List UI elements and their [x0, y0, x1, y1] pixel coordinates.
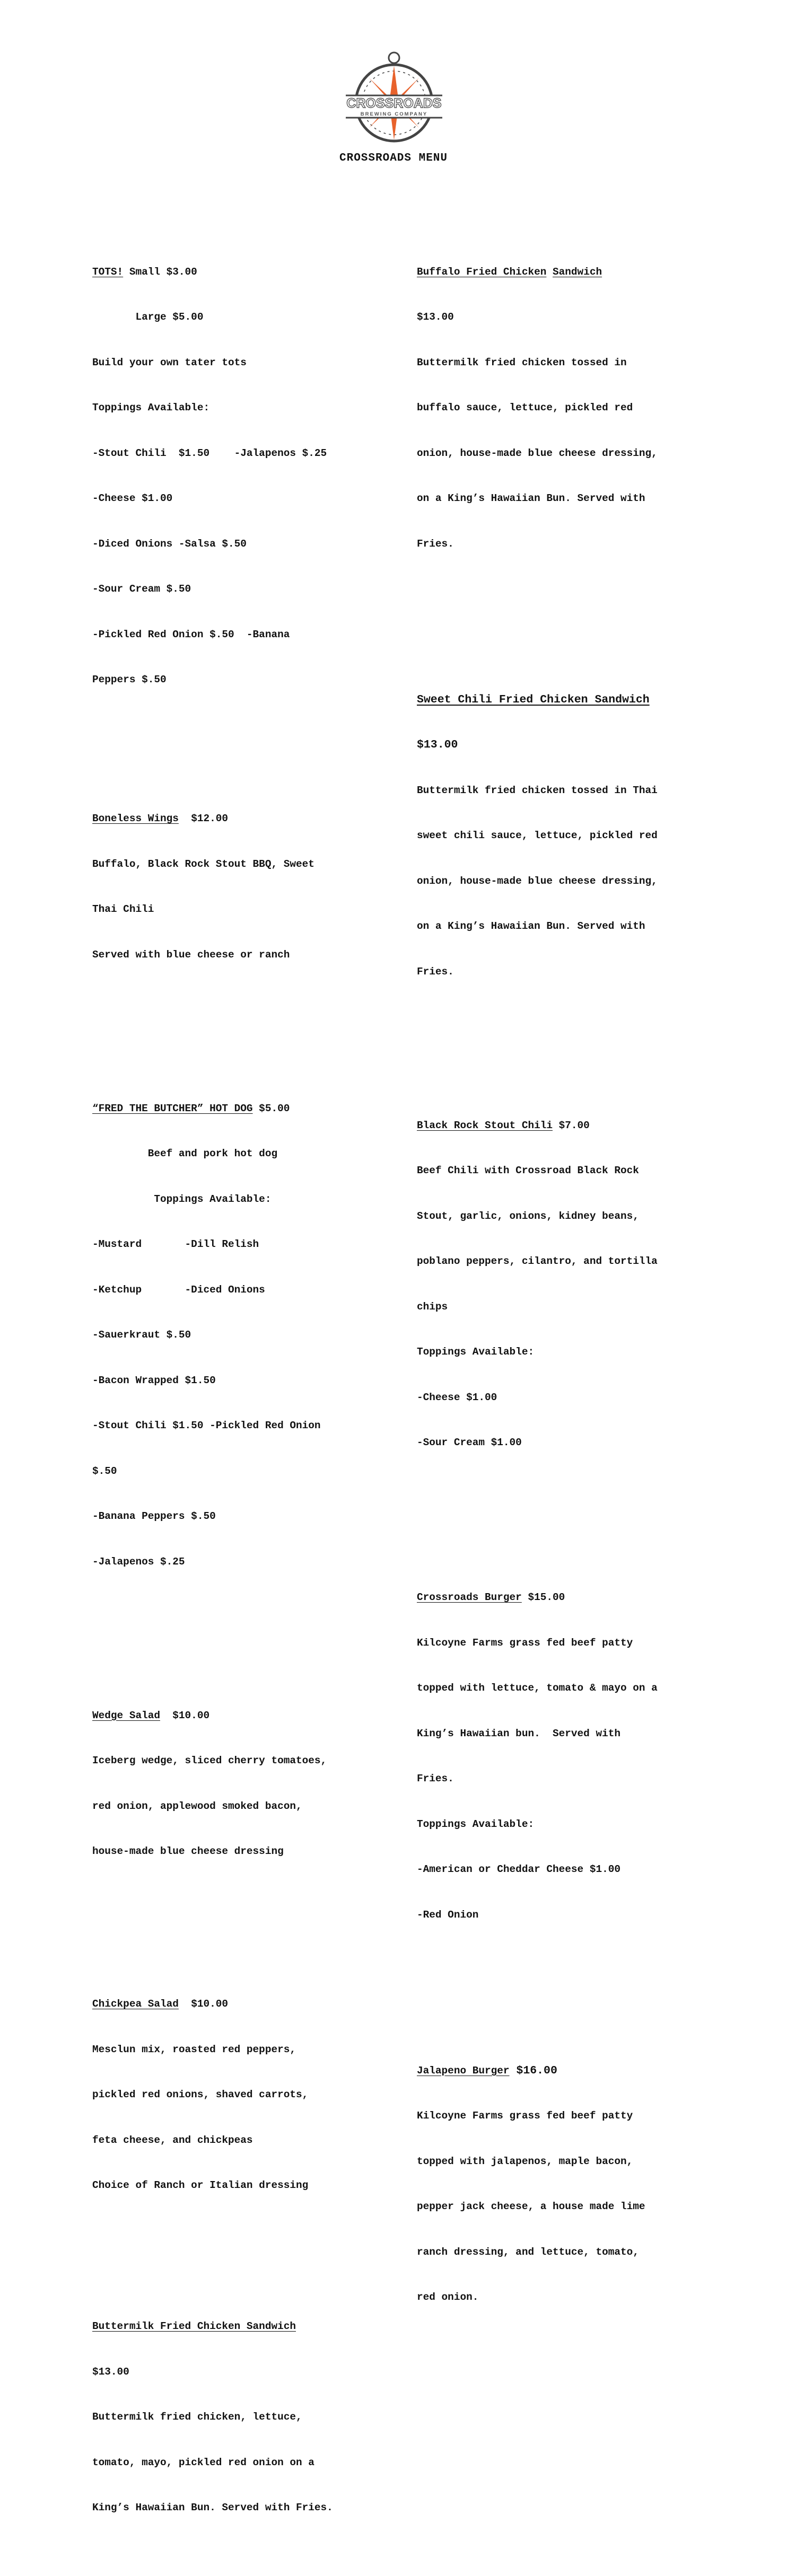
topping: -Jalapenos $.25	[92, 1555, 185, 1568]
item-name: Crossroads Burger	[417, 1592, 522, 1603]
topping: -Banana Peppers $.50	[92, 1510, 216, 1522]
item-desc: Choice of Ranch or Italian dressing	[92, 2179, 309, 2191]
item-name: Buttermilk Fried Chicken Sandwich	[92, 2320, 296, 2332]
menu-item-wedge-salad	[92, 1678, 389, 1889]
topping: -Mustard -Dill Relish	[92, 1238, 259, 1250]
topping: -Sauerkraut $.50	[92, 1329, 191, 1341]
item-name: Chickpea Salad	[92, 1998, 179, 2010]
item-price: $13.00	[92, 2366, 129, 2378]
item-desc: house-made blue cheese dressing	[92, 1845, 284, 1857]
item-desc: Mesclun mix, roasted red peppers,	[92, 2043, 296, 2055]
item-desc: pepper jack cheese, a house made lime	[417, 2201, 645, 2212]
item-desc: sweet chili sauce, lettuce, pickled red	[417, 830, 658, 841]
page-title: CROSSROADS MENU	[339, 152, 448, 164]
toppings-label: Toppings Available:	[417, 1346, 535, 1358]
menu-item-stout-chili	[417, 1088, 714, 1481]
item-desc: Stout, garlic, onions, kidney beans,	[417, 1210, 639, 1222]
item-desc: red onion.	[417, 2291, 479, 2303]
item-price: $10.00	[178, 1998, 229, 2010]
topping: -Sour Cream $.50	[92, 583, 191, 595]
topping: -Stout Chili $1.50 -Pickled Red Onion	[92, 1420, 321, 1431]
item-desc: Beef Chili with Crossroad Black Rock	[417, 1165, 639, 1176]
item-name: Boneless Wings	[92, 813, 179, 824]
left-column	[92, 189, 389, 2576]
item-desc: Buffalo, Black Rock Stout BBQ, Sweet	[92, 858, 314, 870]
item-desc: Served with blue cheese or ranch	[92, 948, 290, 961]
topping: Peppers $.50	[92, 674, 167, 685]
item-name: Sweet Chili Fried Chicken Sandwich	[417, 693, 650, 706]
item-name-suffix: Sandwich	[553, 266, 602, 278]
item-desc: topped with lettuce, tomato & mayo on a	[417, 1682, 658, 1694]
topping: -Ketchup -Diced Onions	[92, 1283, 265, 1296]
item-desc: topped with jalapenos, maple bacon,	[417, 2155, 633, 2167]
menu-item-crossroads-burger	[417, 1560, 714, 1953]
item-price: $13.00	[417, 738, 458, 751]
item-desc: Kilcoyne Farms grass fed beef patty	[417, 1637, 633, 1649]
topping: -Stout Chili $1.50 -Jalapenos $.25	[92, 447, 327, 459]
item-desc: Beef and pork hot dog	[92, 1148, 278, 1159]
item-desc: Fries.	[417, 965, 454, 978]
item-desc: ranch dressing, and lettuce, tomato,	[417, 2246, 639, 2258]
item-name: Wedge Salad	[92, 1709, 160, 1721]
item-desc: Buttermilk fried chicken, lettuce,	[92, 2411, 302, 2423]
menu-item-buffalo-sandwich	[417, 234, 714, 582]
topping: -Bacon Wrapped $1.50	[92, 1374, 216, 1386]
item-desc: King’s Hawaiian Bun. Served with Fries.	[92, 2502, 333, 2513]
item-desc: on a King’s Hawaiian Bun. Served with	[417, 920, 645, 932]
topping: -Sour Cream $1.00	[417, 1437, 522, 1448]
menu-item-jalapeno-burger	[417, 2033, 714, 2335]
item-desc: poblano peppers, cilantro, and tortilla	[417, 1255, 658, 1267]
item-name: TOTS!	[92, 266, 124, 278]
toppings-label: Toppings Available:	[92, 402, 210, 414]
item-name: Buffalo Fried Chicken	[417, 266, 547, 278]
item-desc: red onion, applewood smoked bacon,	[92, 1800, 302, 1812]
logo-sub-text: BREWING COMPANY	[360, 111, 428, 117]
topping: -Cheese $1.00	[417, 1391, 497, 1403]
item-desc: Buttermilk fried chicken tossed in Thai	[417, 784, 658, 796]
topping: -Diced Onions -Salsa $.50	[92, 538, 247, 550]
toppings-label: Toppings Available:	[92, 1193, 272, 1205]
item-name: Jalapeno Burger	[417, 2064, 510, 2077]
menu-item-sweet-chili-sandwich	[417, 662, 714, 1010]
item-desc: on a King’s Hawaiian Bun. Served with	[417, 493, 645, 504]
menu-item-buttermilk-sandwich	[92, 2289, 389, 2546]
item-desc: Buttermilk fried chicken tossed in	[417, 356, 627, 368]
logo-brand-text: CROSSROADS	[346, 96, 442, 111]
item-desc: feta cheese, and chickpeas	[92, 2134, 253, 2146]
item-price: $13.00	[417, 311, 454, 323]
topping: -Red Onion	[417, 1909, 479, 1921]
topping: $.50	[92, 1465, 117, 1477]
item-name: “FRED THE BUTCHER” HOT DOG	[92, 1102, 253, 1114]
topping: -Cheese $1.00	[92, 493, 173, 504]
item-desc: Kilcoyne Farms grass fed beef patty	[417, 2110, 633, 2122]
item-desc: Iceberg wedge, sliced cherry tomatoes,	[92, 1755, 327, 1766]
price-small: Small $3.00	[123, 266, 197, 278]
item-desc: Fries.	[417, 1773, 454, 1784]
menu-item-tots	[92, 234, 389, 718]
menu-item-chickpea-salad	[92, 1966, 389, 2223]
topping: -Pickled Red Onion $.50 -Banana	[92, 628, 290, 640]
right-column	[417, 189, 714, 2366]
item-desc: chips	[417, 1300, 448, 1313]
item-name: Black Rock Stout Chili	[417, 1119, 553, 1131]
crossroads-logo	[344, 50, 444, 145]
item-desc: Thai Chili	[92, 903, 154, 915]
item-price: $7.00	[553, 1119, 590, 1131]
item-desc: King’s Hawaiian bun. Served with	[417, 1727, 620, 1739]
item-desc: buffalo sauce, lettuce, pickled red	[417, 402, 633, 414]
menu-item-hot-dog	[92, 1071, 389, 1600]
item-desc: Fries.	[417, 538, 454, 550]
price-large: Large $5.00	[92, 311, 204, 323]
item-price: $12.00	[178, 813, 229, 824]
toppings-label: Toppings Available:	[417, 1818, 535, 1830]
item-desc: onion, house-made blue cheese dressing,	[417, 447, 658, 459]
menu-item-boneless-wings	[92, 781, 389, 992]
item-price: $5.00	[252, 1102, 290, 1114]
item-price: $15.00	[521, 1592, 565, 1603]
item-price: $16.00	[509, 2064, 557, 2077]
item-desc: pickled red onions, shaved carrots,	[92, 2089, 309, 2100]
item-price: $10.00	[160, 1709, 210, 1721]
item-desc: onion, house-made blue cheese dressing,	[417, 875, 658, 887]
item-desc: tomato, mayo, pickled red onion on a	[92, 2456, 314, 2468]
topping: -American or Cheddar Cheese $1.00	[417, 1863, 620, 1875]
item-desc: Build your own tater tots	[92, 356, 247, 368]
